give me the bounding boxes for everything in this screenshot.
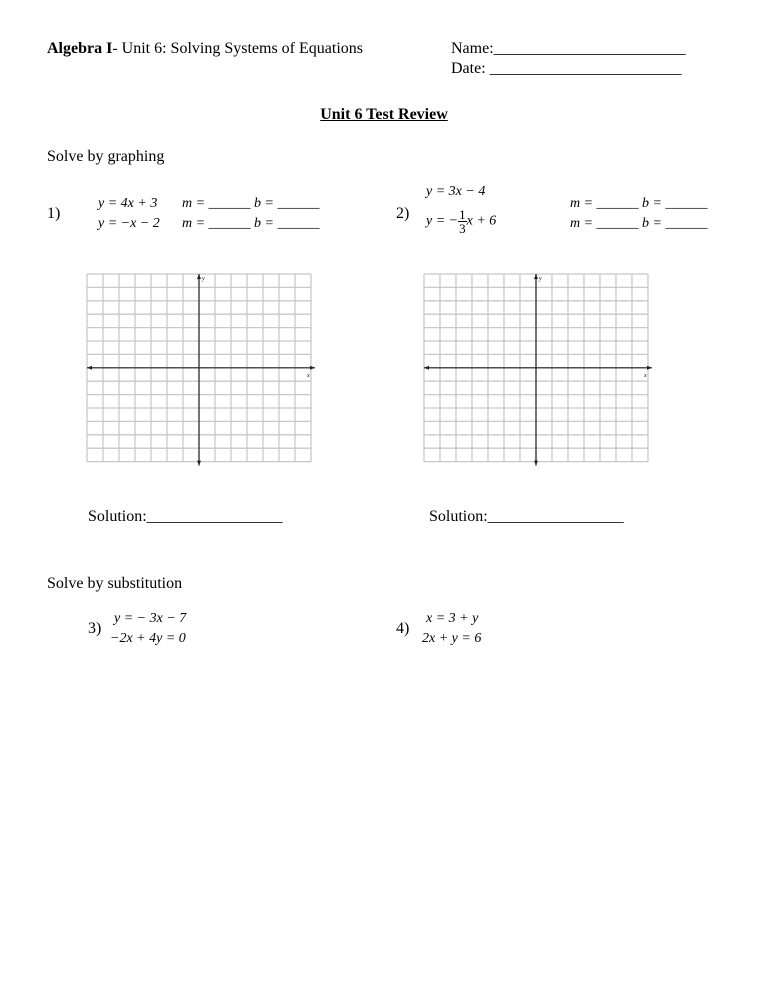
problem-2-mb2: m = ______ b = ______: [570, 216, 708, 231]
problem-2-eq1: y = 3x − 4: [426, 184, 486, 199]
course-title: Algebra I: [47, 40, 113, 57]
x-axis-arrow-right: [310, 366, 315, 370]
section-graphing: Solve by graphing: [47, 148, 165, 165]
section-substitution: Solve by substitution: [47, 575, 183, 592]
y-axis-arrow-up: [534, 274, 538, 279]
problem-4-eq1: x = 3 + y: [426, 611, 479, 626]
y-axis-label: y: [539, 276, 542, 282]
y-axis-arrow-down: [534, 461, 538, 466]
unit-title: - Unit 6: Solving Systems of Equations: [112, 40, 363, 57]
solution-2: Solution:_________________: [429, 508, 624, 525]
eq2-prefix: y = −: [426, 213, 459, 229]
problem-3-eq1: y = − 3x − 7: [114, 611, 187, 626]
coordinate-grid-1[interactable]: [84, 270, 316, 466]
problem-3-eq2: −2x + 4y = 0: [110, 631, 186, 646]
eq2-suffix: x + 6: [466, 213, 497, 229]
solution-1: Solution:_________________: [88, 508, 283, 525]
name-field: Name:________________________: [451, 40, 686, 57]
problem-1-number: 1): [47, 205, 61, 222]
date-field: Date: ________________________: [451, 60, 682, 77]
problem-4-number: 4): [396, 620, 410, 637]
course-header: [47, 40, 363, 58]
problem-3-number: 3): [88, 620, 102, 637]
problem-1-mb2: m = ______ b = ______: [182, 216, 320, 231]
y-axis-label: y: [202, 276, 205, 282]
problem-2-mb1: m = ______ b = ______: [570, 196, 708, 211]
coordinate-grid-2[interactable]: [421, 270, 653, 466]
problem-1-eq1: y = 4x + 3: [98, 196, 158, 211]
problem-1-mb1: m = ______ b = ______: [182, 196, 320, 211]
problem-2-eq2: [426, 208, 496, 235]
x-axis-arrow-left: [87, 366, 92, 370]
problem-4-eq2: 2x + y = 6: [422, 631, 482, 646]
denominator: 3: [459, 221, 466, 236]
numerator: 1: [459, 207, 466, 222]
page-title: Unit 6 Test Review: [320, 106, 448, 123]
problem-2-number: 2): [396, 205, 410, 222]
y-axis-arrow-up: [197, 274, 201, 279]
fraction: [458, 208, 467, 235]
problem-1-eq2: y = −x − 2: [98, 216, 160, 231]
y-axis-arrow-down: [197, 461, 201, 466]
x-axis-label: x: [307, 372, 310, 379]
x-axis-arrow-left: [424, 366, 429, 370]
x-axis-arrow-right: [647, 366, 652, 370]
x-axis-label: x: [644, 372, 647, 379]
